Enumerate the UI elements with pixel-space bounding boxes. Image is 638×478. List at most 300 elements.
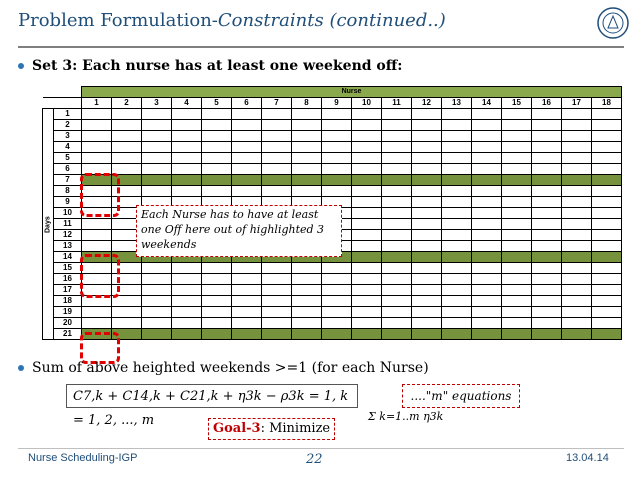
schedule-cell	[232, 318, 262, 329]
schedule-cell	[442, 186, 472, 197]
schedule-cell	[352, 296, 382, 307]
schedule-cell	[202, 120, 232, 131]
schedule-cell	[532, 307, 562, 318]
nurse-col-4: 4	[172, 98, 202, 109]
nurse-col-17: 17	[562, 98, 592, 109]
day-number: 6	[54, 164, 82, 175]
schedule-cell	[502, 197, 532, 208]
schedule-cell	[502, 307, 532, 318]
schedule-cell	[112, 318, 142, 329]
schedule-cell	[352, 153, 382, 164]
schedule-cell	[292, 307, 322, 318]
schedule-cell	[412, 109, 442, 120]
bullet-dot-icon	[18, 365, 24, 371]
bullet-set3-text: Set 3: Each nurse has at least one weekend off:	[32, 58, 403, 74]
schedule-cell	[142, 318, 172, 329]
schedule-cell	[232, 153, 262, 164]
schedule-cell	[352, 142, 382, 153]
schedule-cell	[142, 153, 172, 164]
schedule-cell	[232, 164, 262, 175]
day-number: 18	[54, 296, 82, 307]
schedule-cell	[592, 274, 622, 285]
goal-label: Goal-3	[213, 421, 261, 436]
schedule-cell	[442, 120, 472, 131]
schedule-cell	[532, 175, 562, 186]
schedule-cell	[142, 142, 172, 153]
slide-title	[18, 10, 446, 31]
schedule-cell	[502, 142, 532, 153]
schedule-cell	[532, 219, 562, 230]
nurse-col-2: 2	[112, 98, 142, 109]
schedule-cell	[442, 230, 472, 241]
m-equations-callout: ...."m" equations	[402, 384, 520, 408]
nurse-col-13: 13	[442, 98, 472, 109]
schedule-cell	[562, 120, 592, 131]
schedule-cell	[382, 131, 412, 142]
schedule-cell	[292, 142, 322, 153]
schedule-cell	[82, 109, 112, 120]
schedule-cell	[502, 285, 532, 296]
schedule-cell	[472, 153, 502, 164]
schedule-cell	[532, 274, 562, 285]
schedule-cell	[172, 263, 202, 274]
nurse-col-3: 3	[142, 98, 172, 109]
schedule-cell	[202, 274, 232, 285]
day-number: 10	[54, 208, 82, 219]
schedule-cell	[352, 131, 382, 142]
day-number: 1	[54, 109, 82, 120]
schedule-cell	[562, 164, 592, 175]
schedule-cell	[592, 219, 622, 230]
day-row-18	[43, 296, 622, 307]
footer-divider	[18, 448, 624, 449]
schedule-cell	[172, 164, 202, 175]
schedule-cell	[232, 131, 262, 142]
schedule-cell	[502, 186, 532, 197]
schedule-cell	[172, 307, 202, 318]
nurse-col-11: 11	[382, 98, 412, 109]
footer-date: 13.04.14	[566, 452, 609, 464]
schedule-cell	[562, 175, 592, 186]
schedule-cell	[142, 285, 172, 296]
schedule-cell	[412, 197, 442, 208]
schedule-cell	[442, 296, 472, 307]
schedule-cell	[82, 153, 112, 164]
schedule-cell	[172, 296, 202, 307]
schedule-cell	[352, 230, 382, 241]
schedule-cell	[322, 153, 352, 164]
schedule-cell	[412, 241, 442, 252]
schedule-cell	[382, 120, 412, 131]
nurse-col-6: 6	[232, 98, 262, 109]
schedule-cell	[382, 263, 412, 274]
schedule-cell	[382, 329, 412, 340]
day-number: 15	[54, 263, 82, 274]
schedule-cell	[232, 263, 262, 274]
nurse-col-1: 1	[82, 98, 112, 109]
schedule-cell	[532, 252, 562, 263]
schedule-cell	[112, 307, 142, 318]
schedule-cell	[172, 153, 202, 164]
schedule-cell	[202, 186, 232, 197]
schedule-cell	[352, 164, 382, 175]
schedule-cell	[562, 241, 592, 252]
sum-expression: Σ k=1..m η3k	[368, 410, 444, 423]
schedule-cell	[172, 131, 202, 142]
schedule-cell	[112, 109, 142, 120]
day-number: 20	[54, 318, 82, 329]
schedule-cell	[352, 241, 382, 252]
schedule-cell	[502, 230, 532, 241]
schedule-cell	[532, 241, 562, 252]
schedule-cell	[382, 175, 412, 186]
schedule-cell	[82, 230, 112, 241]
schedule-cell	[202, 307, 232, 318]
schedule-cell	[142, 263, 172, 274]
day-number: 17	[54, 285, 82, 296]
header-row-numbers	[43, 98, 622, 109]
schedule-cell	[202, 109, 232, 120]
schedule-cell	[532, 263, 562, 274]
schedule-cell	[382, 241, 412, 252]
schedule-cell	[322, 164, 352, 175]
schedule-cell	[202, 329, 232, 340]
schedule-cell	[112, 153, 142, 164]
schedule-cell	[412, 164, 442, 175]
schedule-cell	[322, 318, 352, 329]
schedule-cell	[172, 285, 202, 296]
schedule-cell	[592, 307, 622, 318]
schedule-cell	[532, 142, 562, 153]
schedule-cell	[472, 197, 502, 208]
nurse-header: Nurse	[82, 87, 622, 98]
schedule-cell	[382, 164, 412, 175]
schedule-cell	[412, 307, 442, 318]
schedule-cell	[532, 131, 562, 142]
schedule-cell	[322, 329, 352, 340]
schedule-cell	[382, 208, 412, 219]
schedule-cell	[532, 230, 562, 241]
schedule-cell	[292, 186, 322, 197]
schedule-cell	[562, 208, 592, 219]
schedule-cell	[232, 142, 262, 153]
schedule-cell	[472, 219, 502, 230]
schedule-cell	[592, 318, 622, 329]
day-row-6	[43, 164, 622, 175]
schedule-cell	[232, 274, 262, 285]
day-number: 5	[54, 153, 82, 164]
schedule-cell	[442, 318, 472, 329]
schedule-cell	[442, 285, 472, 296]
title-main: Problem Formulation-	[18, 10, 218, 31]
schedule-cell	[502, 219, 532, 230]
schedule-cell	[472, 186, 502, 197]
schedule-cell	[562, 219, 592, 230]
schedule-cell	[472, 252, 502, 263]
schedule-cell	[352, 197, 382, 208]
schedule-cell	[592, 252, 622, 263]
schedule-cell	[412, 153, 442, 164]
schedule-cell	[202, 164, 232, 175]
schedule-cell	[292, 329, 322, 340]
schedule-cell	[412, 296, 442, 307]
schedule-cell	[442, 252, 472, 263]
schedule-cell	[232, 175, 262, 186]
schedule-cell	[232, 296, 262, 307]
schedule-cell	[412, 285, 442, 296]
schedule-cell	[442, 164, 472, 175]
schedule-cell	[292, 164, 322, 175]
schedule-cell	[232, 120, 262, 131]
schedule-cell	[112, 142, 142, 153]
schedule-cell	[142, 131, 172, 142]
schedule-cell	[442, 208, 472, 219]
schedule-cell	[562, 307, 592, 318]
nurse-col-5: 5	[202, 98, 232, 109]
schedule-cell	[562, 109, 592, 120]
schedule-cell	[172, 175, 202, 186]
schedule-cell	[532, 153, 562, 164]
schedule-cell	[352, 219, 382, 230]
schedule-cell	[352, 252, 382, 263]
schedule-cell	[532, 208, 562, 219]
schedule-cell	[232, 285, 262, 296]
schedule-cell	[532, 318, 562, 329]
day-number: 11	[54, 219, 82, 230]
schedule-cell	[532, 186, 562, 197]
schedule-cell	[502, 164, 532, 175]
schedule-cell	[292, 153, 322, 164]
schedule-cell	[292, 263, 322, 274]
schedule-cell	[112, 120, 142, 131]
nurse-col-12: 12	[412, 98, 442, 109]
day-number: 3	[54, 131, 82, 142]
schedule-cell	[202, 296, 232, 307]
day-row-7	[43, 175, 622, 186]
schedule-cell	[412, 318, 442, 329]
schedule-cell	[412, 142, 442, 153]
schedule-cell	[472, 307, 502, 318]
day-number: 19	[54, 307, 82, 318]
corner-cell	[43, 87, 82, 98]
schedule-cell	[262, 164, 292, 175]
schedule-cell	[562, 153, 592, 164]
day-row-4	[43, 142, 622, 153]
day-number: 9	[54, 197, 82, 208]
schedule-cell	[382, 296, 412, 307]
schedule-cell	[472, 142, 502, 153]
schedule-cell	[442, 263, 472, 274]
schedule-cell	[292, 274, 322, 285]
weekend-marker-7	[80, 173, 120, 217]
schedule-cell	[322, 120, 352, 131]
schedule-cell	[442, 109, 472, 120]
schedule-cell	[472, 109, 502, 120]
schedule-cell	[352, 274, 382, 285]
schedule-cell	[532, 285, 562, 296]
schedule-cell	[442, 131, 472, 142]
schedule-cell	[562, 296, 592, 307]
schedule-cell	[142, 296, 172, 307]
day-row-21	[43, 329, 622, 340]
schedule-cell	[502, 175, 532, 186]
schedule-cell	[172, 109, 202, 120]
schedule-cell	[412, 329, 442, 340]
schedule-cell	[592, 296, 622, 307]
schedule-cell	[352, 329, 382, 340]
schedule-cell	[292, 296, 322, 307]
schedule-cell	[262, 142, 292, 153]
schedule-cell	[232, 109, 262, 120]
schedule-cell	[472, 285, 502, 296]
day-row-15	[43, 263, 622, 274]
nurse-col-7: 7	[262, 98, 292, 109]
schedule-cell	[382, 274, 412, 285]
schedule-cell	[412, 230, 442, 241]
goal-text: : Minimize	[260, 421, 331, 436]
schedule-cell	[262, 274, 292, 285]
schedule-cell	[262, 263, 292, 274]
schedule-cell	[172, 142, 202, 153]
schedule-cell	[442, 219, 472, 230]
title-divider	[18, 46, 624, 48]
schedule-cell	[592, 120, 622, 131]
footer-left: Nurse Scheduling-IGP	[28, 452, 138, 464]
schedule-cell	[502, 241, 532, 252]
schedule-cell	[442, 175, 472, 186]
schedule-cell	[292, 109, 322, 120]
schedule-cell	[142, 164, 172, 175]
schedule-cell	[502, 208, 532, 219]
schedule-cell	[592, 230, 622, 241]
schedule-cell	[202, 142, 232, 153]
nurse-col-15: 15	[502, 98, 532, 109]
nurse-col-8: 8	[292, 98, 322, 109]
schedule-cell	[322, 175, 352, 186]
schedule-cell	[382, 142, 412, 153]
day-number: 12	[54, 230, 82, 241]
schedule-cell	[592, 131, 622, 142]
schedule-cell	[502, 296, 532, 307]
schedule-cell	[292, 131, 322, 142]
schedule-cell	[262, 318, 292, 329]
schedule-cell	[292, 175, 322, 186]
schedule-cell	[202, 318, 232, 329]
schedule-cell	[352, 307, 382, 318]
schedule-cell	[322, 296, 352, 307]
corner-cell-2	[43, 98, 82, 109]
title-italic: Constraints	[217, 10, 324, 31]
schedule-cell	[172, 274, 202, 285]
schedule-cell	[322, 142, 352, 153]
schedule-cell	[412, 186, 442, 197]
goal-3	[208, 418, 335, 440]
weekend-callout: Each Nurse has to have at least one Off here out of highlighted 3 weekends	[136, 205, 342, 257]
schedule-cell	[502, 120, 532, 131]
schedule-cell	[202, 153, 232, 164]
day-number: 21	[54, 329, 82, 340]
schedule-cell	[262, 120, 292, 131]
schedule-cell	[592, 329, 622, 340]
schedule-cell	[412, 274, 442, 285]
schedule-cell	[82, 131, 112, 142]
schedule-cell	[322, 131, 352, 142]
schedule-cell	[292, 318, 322, 329]
schedule-cell	[502, 252, 532, 263]
day-number: 7	[54, 175, 82, 186]
schedule-cell	[562, 230, 592, 241]
schedule-cell	[472, 164, 502, 175]
schedule-cell	[262, 153, 292, 164]
schedule-cell	[592, 263, 622, 274]
schedule-cell	[592, 109, 622, 120]
schedule-cell	[172, 318, 202, 329]
schedule-cell	[382, 197, 412, 208]
schedule-cell	[262, 296, 292, 307]
schedule-cell	[412, 131, 442, 142]
bullet-dot-icon	[18, 63, 24, 69]
schedule-cell	[262, 109, 292, 120]
schedule-cell	[352, 186, 382, 197]
schedule-cell	[442, 274, 472, 285]
schedule-cell	[412, 175, 442, 186]
day-row-3	[43, 131, 622, 142]
day-number: 4	[54, 142, 82, 153]
schedule-cell	[562, 131, 592, 142]
day-row-8	[43, 186, 622, 197]
schedule-cell	[532, 120, 562, 131]
schedule-cell	[172, 186, 202, 197]
schedule-cell	[562, 142, 592, 153]
schedule-cell	[262, 285, 292, 296]
schedule-cell	[202, 285, 232, 296]
schedule-cell	[562, 329, 592, 340]
schedule-cell	[352, 208, 382, 219]
header-row-nurse	[43, 87, 622, 98]
bullet-sum	[18, 360, 429, 376]
constraint-formula: C7,k + C14,k + C21,k + η3k − ρ3k = 1, k = 1, 2, ..., m	[66, 384, 358, 408]
schedule-cell	[172, 120, 202, 131]
schedule-cell	[502, 318, 532, 329]
schedule-cell	[322, 274, 352, 285]
schedule-cell	[382, 230, 412, 241]
schedule-cell	[382, 186, 412, 197]
schedule-cell	[232, 186, 262, 197]
schedule-cell	[82, 241, 112, 252]
day-row-16	[43, 274, 622, 285]
schedule-cell	[412, 120, 442, 131]
schedule-cell	[142, 175, 172, 186]
day-number: 16	[54, 274, 82, 285]
nurse-col-18: 18	[592, 98, 622, 109]
schedule-cell	[592, 175, 622, 186]
schedule-cell	[112, 131, 142, 142]
nurse-col-10: 10	[352, 98, 382, 109]
day-number: 13	[54, 241, 82, 252]
schedule-cell	[592, 142, 622, 153]
schedule-cell	[442, 241, 472, 252]
schedule-cell	[322, 109, 352, 120]
schedule-cell	[382, 219, 412, 230]
day-row-1	[43, 109, 622, 120]
schedule-cell	[592, 153, 622, 164]
day-number: 14	[54, 252, 82, 263]
schedule-cell	[442, 329, 472, 340]
schedule-cell	[562, 274, 592, 285]
schedule-cell	[382, 109, 412, 120]
schedule-cell	[142, 274, 172, 285]
schedule-cell	[442, 153, 472, 164]
